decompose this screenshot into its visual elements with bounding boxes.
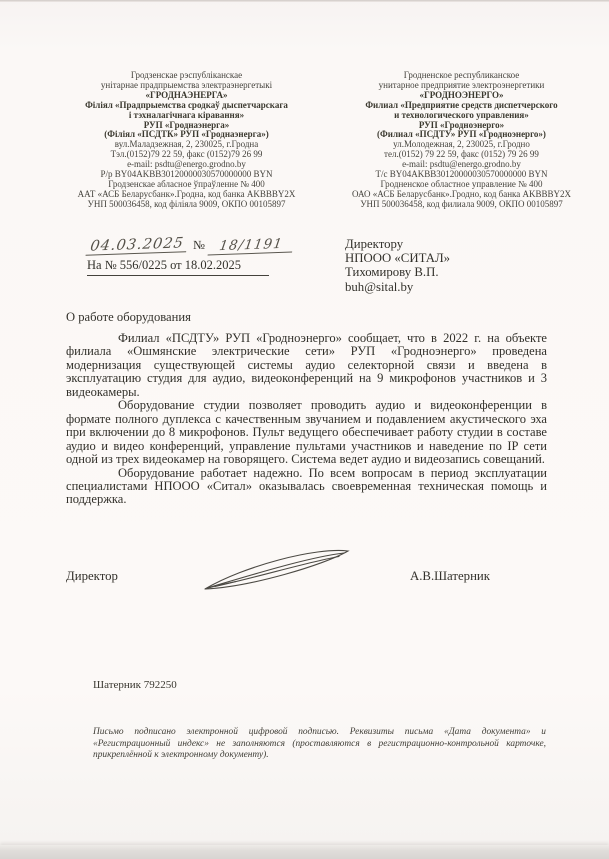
letterhead-russian xyxy=(329,71,594,210)
org-line: унітарнае прадпрыемства электраэнергетыкі xyxy=(100,79,273,90)
org-address: вул.Маладзежная, 2, 230025, г.Гродна xyxy=(114,139,259,150)
org-address: ул.Молодежная, 2, 230025, г.Гродно xyxy=(393,139,530,150)
org-account: Р/р BY04AKBB30120000030570000000 BYN xyxy=(100,169,273,180)
org-ids: УНП 500036458, код филиала 9009, ОКПО 00105897 xyxy=(360,198,563,209)
scan-top-edge xyxy=(0,0,609,2)
letter-body xyxy=(66,332,547,507)
addressee-org: НПООО «СИТАЛ» xyxy=(345,251,451,266)
body-paragraph: Оборудование работает надежно. По всем вопросам в период эксплуатации специалистами НПООО «Ситал» оказывалась своевременная техническая помощь и поддержка. xyxy=(66,465,547,507)
addressee-email: buh@sital.by xyxy=(345,279,414,294)
org-bank-line: Гродненское областное управление № 400 xyxy=(380,178,543,189)
signer-name: А.В.Шатерник xyxy=(409,569,490,583)
org-line: Філіял «Прадпрыемства сродкаў дыспетчарскага xyxy=(85,99,288,110)
number-sign: № xyxy=(193,238,205,252)
org-line: Гродзенскае рэспубліканскае xyxy=(130,70,243,80)
org-line: і тэхналагічнага кіравання» xyxy=(128,109,245,120)
handwritten-date: 04.03.2025 xyxy=(86,235,189,255)
org-line: унитарное предприятие электроэнергетики xyxy=(378,79,545,90)
org-account: Т/с BY04AKBB30120000030570000000 BYN xyxy=(375,169,548,180)
handwritten-signature xyxy=(198,544,356,598)
org-line: (Філіял «ПСДТК» РУП «Гроднаэнерга») xyxy=(104,129,269,140)
org-bank-line: ОАО «АСБ Беларусбанк».Гродно, код банка AKBBBY2X xyxy=(351,188,572,199)
org-line: (Филиал «ПСДТУ» РУП «Гродноэнерго») xyxy=(377,129,546,140)
addressee-name: Тихомирову В.П. xyxy=(345,265,439,280)
digital-signature-note: Письмо подписано электронной цифровой подписью. Реквизиты письма «Дата документа» и «Регистрационный индекс» не заполняются (проставляются в регистрационно-контрольной карточке, прикреплённой к электронному документу). xyxy=(93,727,546,761)
body-paragraph: Оборудование студии позволяет проводить аудио и видеоконференции в формате полного дуплекса с качественным звучанием и подавлением акустического эха при включении до 8 микрофонов. Пульт ведущего обеспечивает работу студии в составе аудио и видео конференций, управление пультами участников и наведение по IP сети одной из трех видеокамер на говорящего. Система ведет аудио и видеозапись совещаний. xyxy=(66,398,547,467)
org-email: e-mail: psdtu@energo.grodno.by xyxy=(127,159,246,170)
org-line: Филиал «Предприятие средств диспетчерского xyxy=(365,99,558,110)
org-line: РУП «Гроднаэнерга» xyxy=(143,119,230,130)
reply-reference-line: На № 556/0225 от 18.02.2025 xyxy=(87,258,269,276)
body-paragraph: Филиал «ПСДТУ» РУП «Гродноэнерго» сообщает, что в 2022 г. на объекте филиала «Ошмянские электрические сети» РУП «Гродноэнерго» проведена модернизация существующей системы аудио селекторной связи и введена в эксплуатацию студия для аудио, видеоконференций на 9 микрофонов участников и 3 видеокамеры. xyxy=(66,331,547,399)
executor-line: Шатерник 792250 xyxy=(93,679,177,691)
org-phone: тел.(0152) 79 22 59, факс (0152) 79 26 99 xyxy=(384,149,539,160)
org-bank-line: ААТ «АСБ Беларусбанк».Гродна, код банка AKBBBY2X xyxy=(77,188,296,199)
signer-role: Директор xyxy=(66,569,118,583)
org-line: Гродненское республиканское xyxy=(403,70,520,80)
addressee-block xyxy=(345,237,450,294)
org-line: РУП «Гродноэнерго» xyxy=(418,119,505,130)
scan-bottom-edge xyxy=(0,845,609,859)
org-name-by: «ГРОДНАЭНЕРГА» xyxy=(145,89,228,100)
org-bank-line: Гродзенскае абласное ўпраўленне № 400 xyxy=(108,178,265,189)
handwritten-number: 18/1191 xyxy=(208,236,295,256)
org-ids: УНП 500036458, код філіяла 9009, ОКПО 00105897 xyxy=(87,198,286,209)
signature-scribble-icon xyxy=(198,544,356,598)
org-name-ru: «ГРОДНОЭНЕРГО» xyxy=(419,89,504,100)
addressee-role: Директору xyxy=(345,237,404,251)
org-phone: Тэл.(0152)79 22 59, факс (0152)79 26 99 xyxy=(110,149,263,160)
org-email: e-mail: psdtu@energo.grodno.by xyxy=(402,159,521,170)
letterhead xyxy=(54,71,595,210)
reference-block xyxy=(87,231,293,276)
letterhead-belarusian xyxy=(54,71,319,210)
subject-line: О работе оборудования xyxy=(66,310,191,324)
outgoing-reference-row xyxy=(87,231,293,254)
org-line: и технологического управления» xyxy=(394,109,529,120)
